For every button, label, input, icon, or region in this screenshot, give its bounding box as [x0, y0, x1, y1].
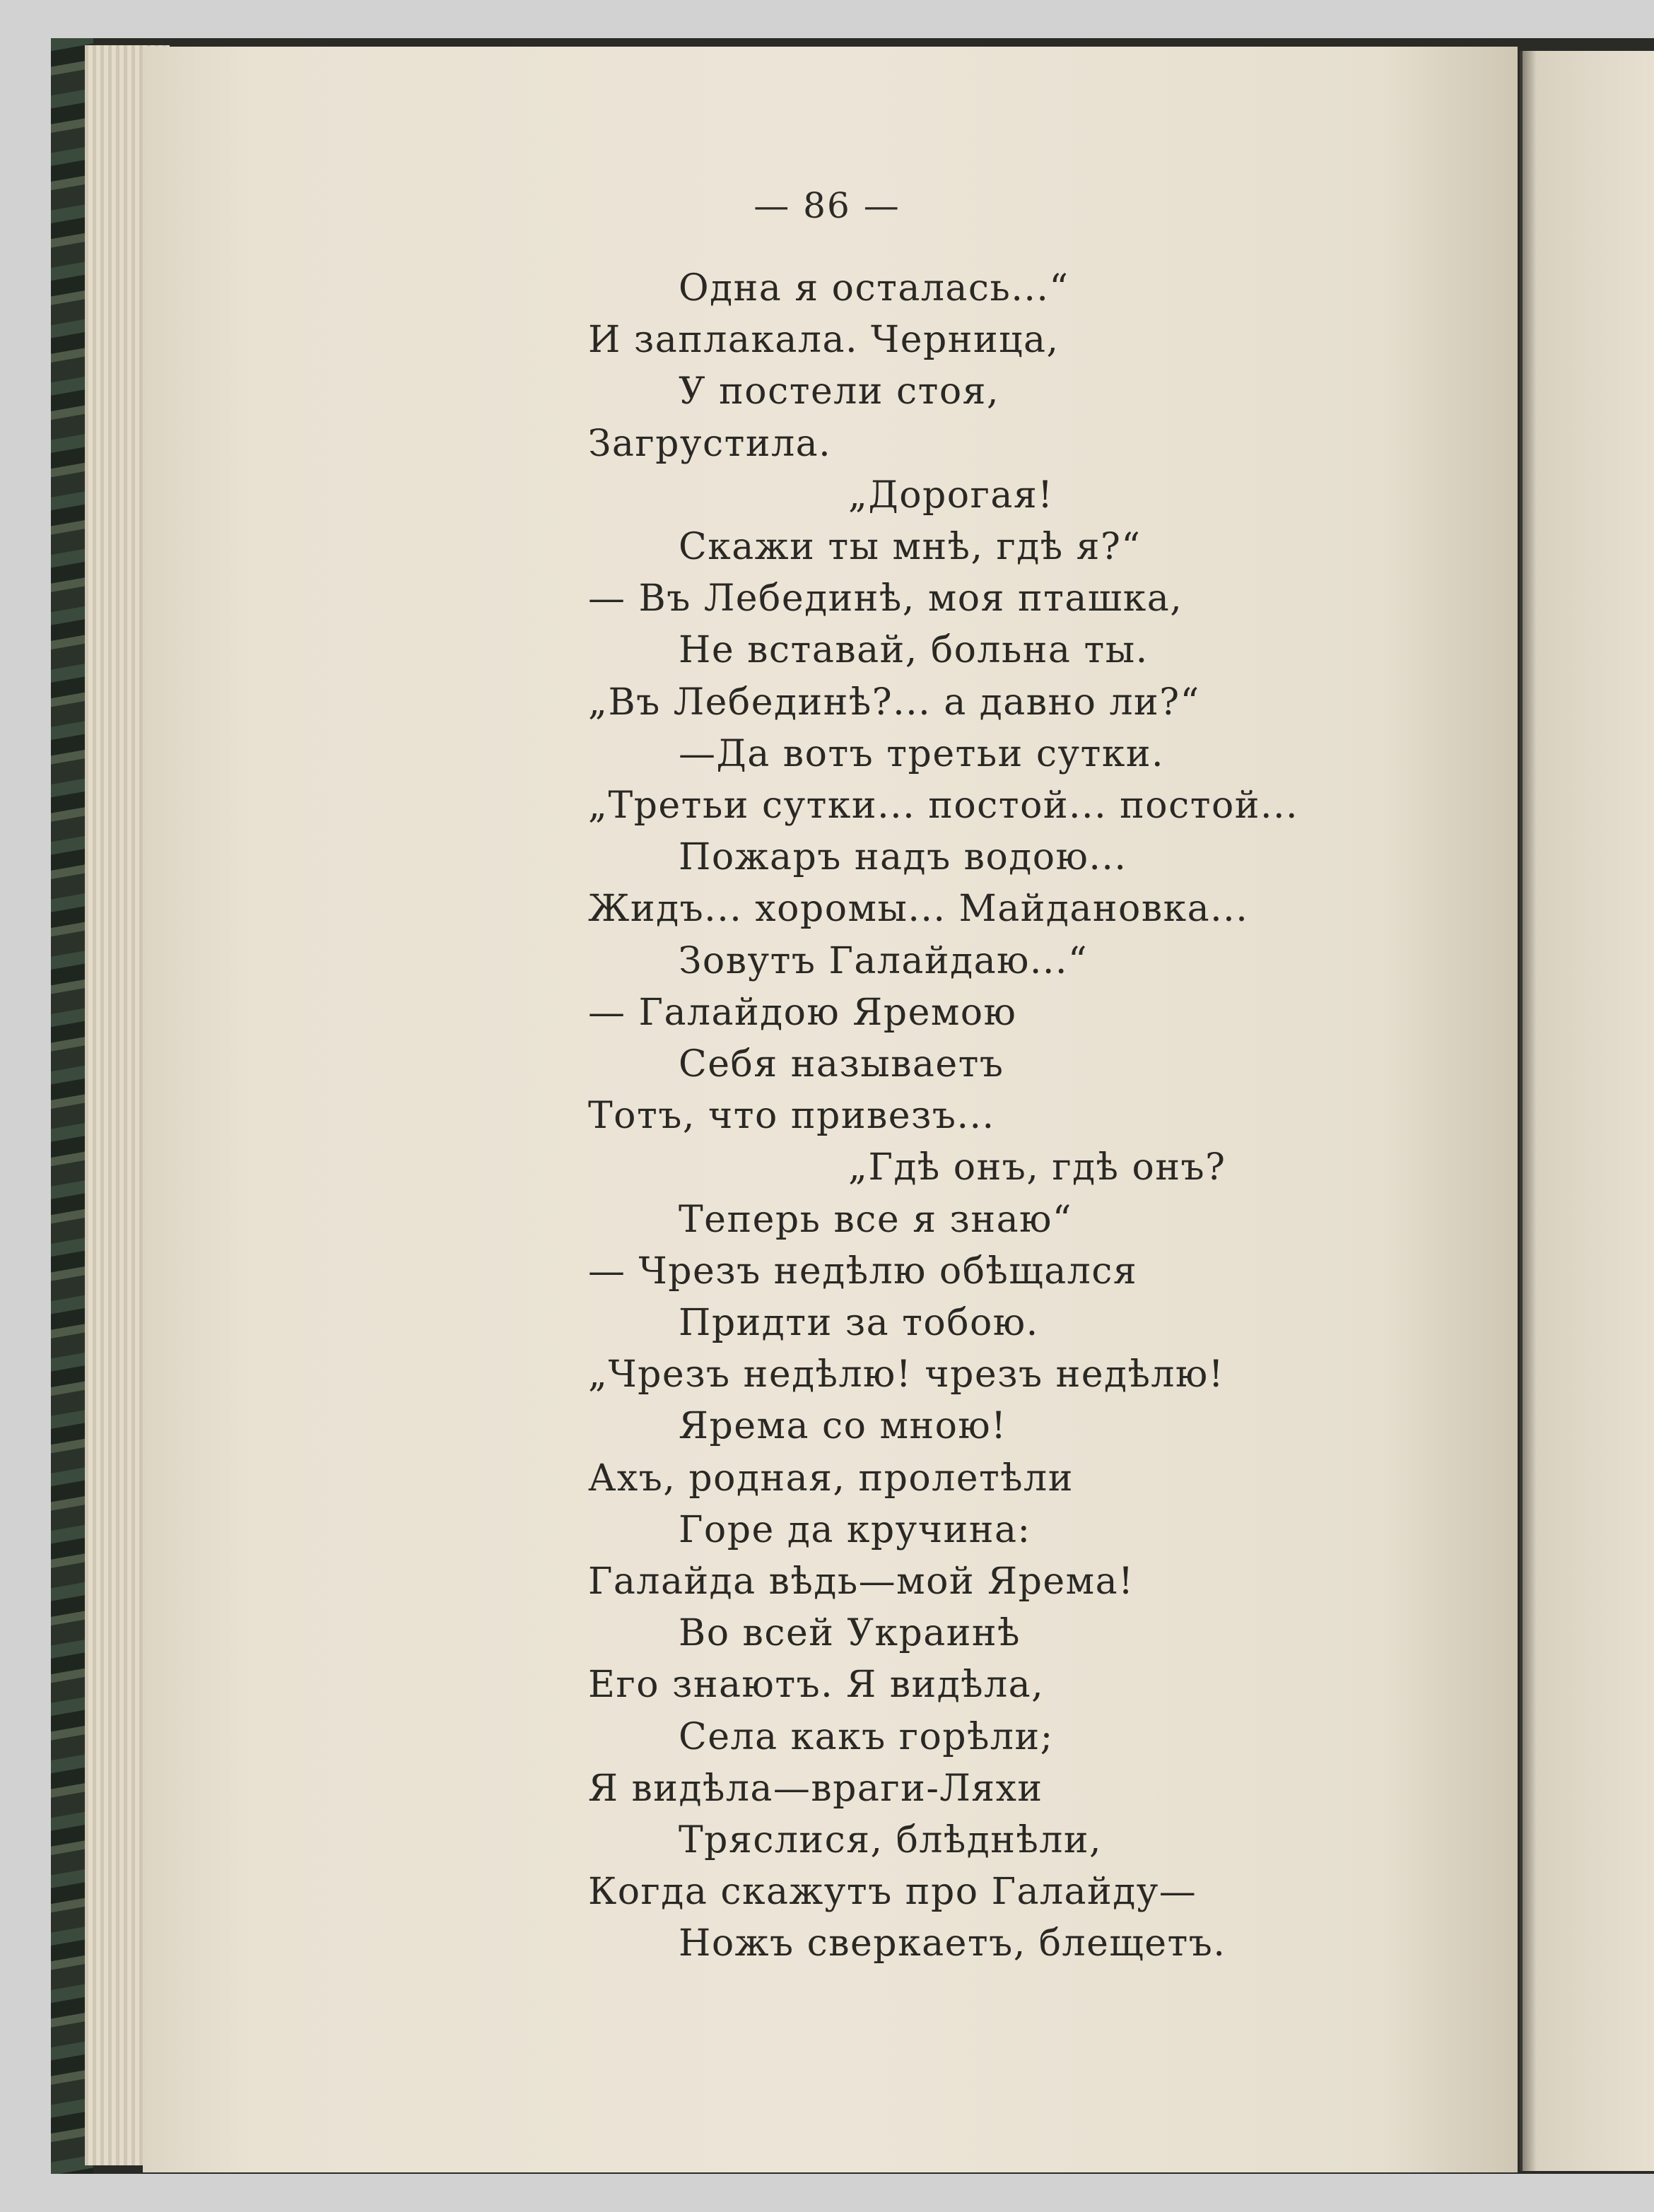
poem-line: Одна я осталась...“ — [679, 267, 1069, 310]
poem-line: — Галайдою Яремою — [588, 992, 1017, 1034]
poem-line: Когда скажутъ про Галайду— — [588, 1871, 1197, 1913]
poem-line: У постели стоя, — [679, 370, 999, 413]
poem-line: Села какъ горѣли; — [679, 1716, 1054, 1758]
poem-line: Загрустила. — [588, 423, 832, 465]
poem-line: Придти за тобою. — [679, 1302, 1039, 1344]
poem-line: Ножъ сверкаетъ, блещетъ. — [679, 1922, 1226, 1965]
poem-line: „Гдѣ онъ, гдѣ онъ? — [848, 1146, 1226, 1189]
poem-line: „Третьи сутки... постой... постой... — [588, 784, 1299, 827]
poem-line: — Чрезъ недѣлю обѣщался — [588, 1250, 1138, 1293]
poem-line: Ярема со мною! — [679, 1405, 1007, 1447]
poem-line: И заплакала. Черница, — [588, 319, 1060, 361]
poem-line: „Чрезъ недѣлю! чрезъ недѣлю! — [588, 1353, 1225, 1396]
poem-line: —Да вотъ третьи сутки. — [679, 733, 1165, 775]
poem-line: Себя называетъ — [679, 1043, 1004, 1086]
page-number: — 86 — — [753, 185, 901, 226]
poem-line: Галайда вѣдь—мой Ярема! — [588, 1560, 1134, 1603]
poem-line: Жидъ... хоромы... Майдановка... — [588, 888, 1249, 930]
poem-line: Теперь все я знаю“ — [679, 1199, 1072, 1241]
poem-line: Скажи ты мнѣ, гдѣ я?“ — [679, 526, 1142, 568]
poem-line: Его знаютъ. Я видѣла, — [588, 1664, 1045, 1706]
poem-line: Ахъ, родная, пролетѣли — [588, 1457, 1074, 1500]
poem-line: Я видѣла—враги-Ляхи — [588, 1767, 1043, 1810]
poem-line: Во всей Украинѣ — [679, 1612, 1021, 1654]
poem-line: „Дорогая! — [848, 474, 1054, 517]
poem-line: „Въ Лебединѣ?... а давно ли?“ — [588, 681, 1200, 724]
poem-line: Зовутъ Галайдаю...“ — [679, 940, 1089, 982]
poem-line: Не вставай, больна ты. — [679, 629, 1149, 671]
poem-line: Пожаръ надъ водою... — [679, 836, 1127, 878]
poem-line: Тотъ, что привезъ... — [588, 1095, 995, 1137]
poem-line: — Въ Лебединѣ, моя пташка, — [588, 577, 1183, 620]
poem-line: Тряслися, блѣднѣли, — [679, 1819, 1103, 1861]
poem-line: Горе да кручина: — [679, 1509, 1031, 1551]
